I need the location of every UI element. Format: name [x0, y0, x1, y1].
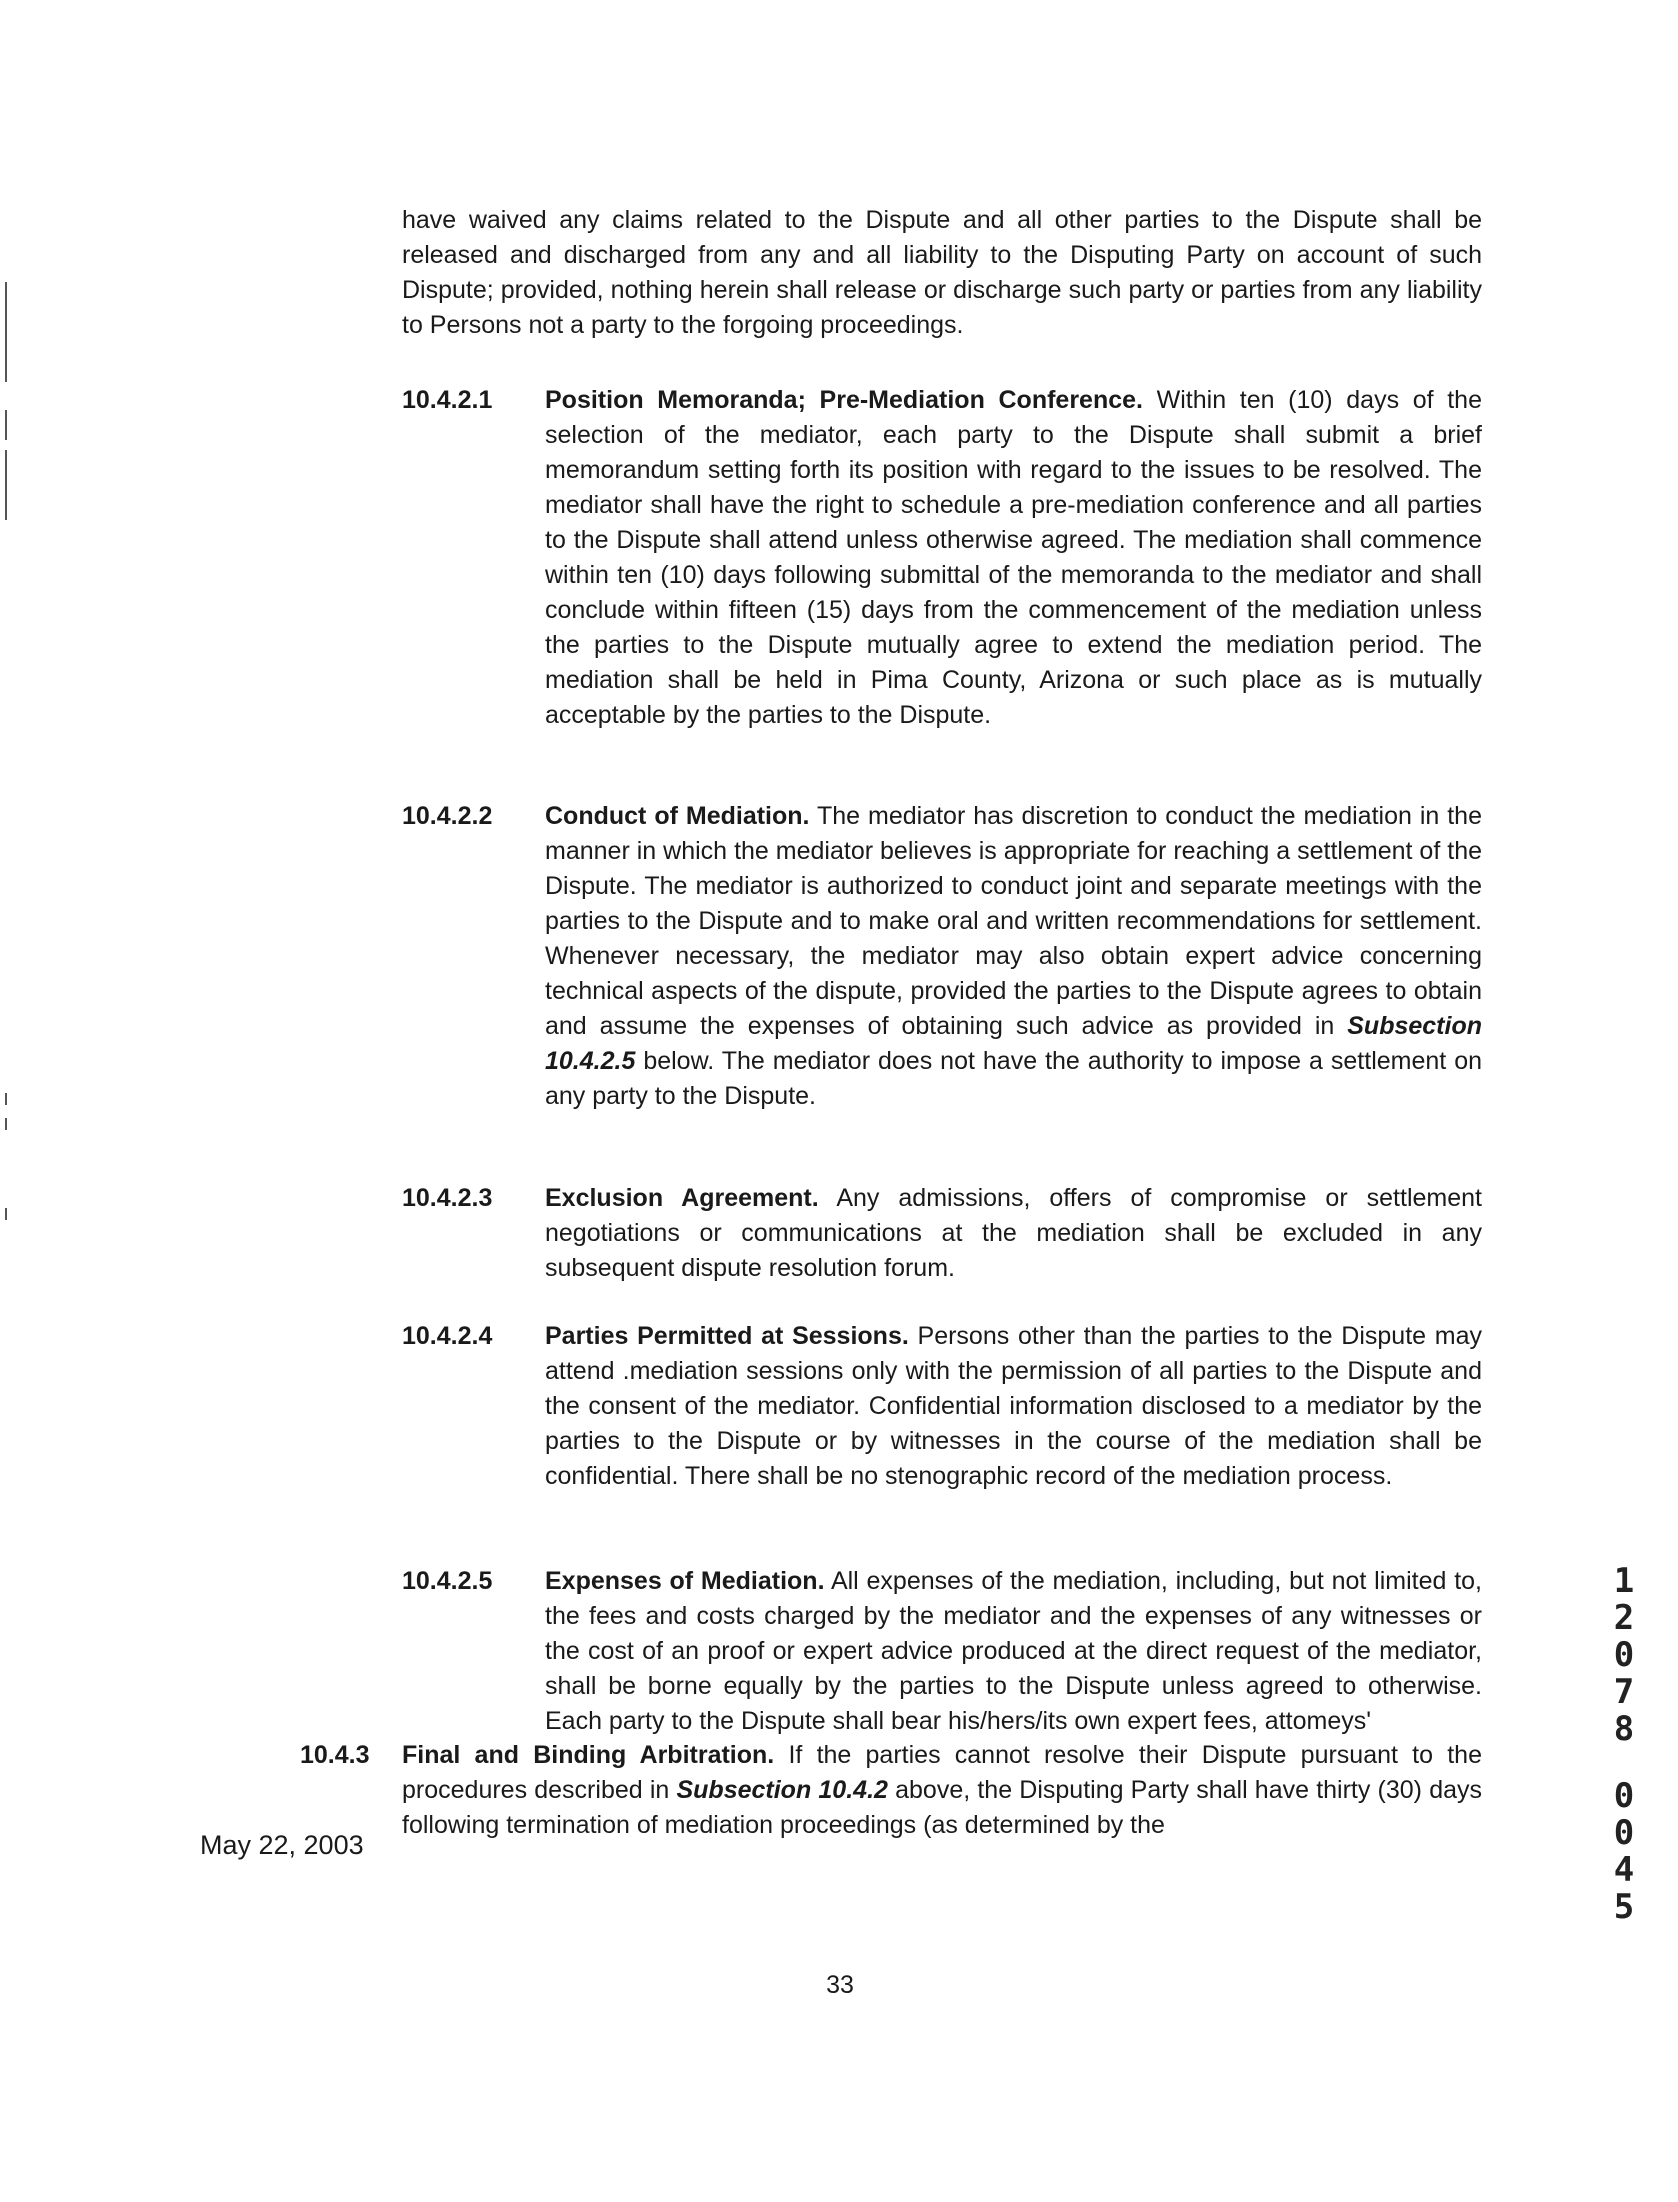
subsection-text: The mediator has discretion to conduct the mediation in the manner in which the mediator believes is appropriate for reaching a settlement of the Dispute. The mediator is authorized to conduct joint and separate meetings with the parties to the Dispute and to make oral and written recommendations for settlement. Whenever necessary, the mediator may also obtain expert advice concerning technical aspects of the dispute, provided the parties to the Dispute agrees to obtain and assume the expenses of obtaining such advice as provided in: [545, 802, 1482, 1040]
subsection-heading: Parties Permitted at Sessions.: [545, 1322, 909, 1350]
change-bar: [5, 410, 7, 440]
subsection-text-after: below. The mediator does not have the authority to impose a settlement on any party to the Dispute.: [545, 1047, 1482, 1110]
stamp-digit: 2: [1613, 1598, 1635, 1638]
subsection-heading: Exclusion Agreement.: [545, 1184, 819, 1212]
stamp-digit: 8: [1613, 1709, 1635, 1749]
stamp-digit: 1: [1613, 1561, 1635, 1601]
footer-date: May 22, 2003: [200, 1830, 364, 1860]
subsection-text: Persons other than the parties to the Dispute may attend .mediation sessions only with the permission of all parties to the Dispute and the consent of the mediator. Confidential information disclosed to a mediator by the parties to the Dispute or by witnesses in the course of the mediation shall be confidential. There shall be no stenographic record of the mediation process.: [545, 1322, 1482, 1490]
change-bar: [5, 450, 7, 520]
subsection-reference: Subsection 10.4.2.5: [545, 1012, 1482, 1075]
change-bar: [5, 1093, 7, 1105]
section-reference: Subsection 10.4.2: [676, 1776, 888, 1804]
subsection-number: 10.4.2.4: [402, 1322, 493, 1350]
section-heading: Final and Binding Arbitration.: [402, 1741, 775, 1769]
change-bar: [5, 1118, 7, 1130]
subsection-text: Any admissions, offers of compromise or settlement negotiations or communications at the mediation shall be excluded in any subsequent dispute resolution forum.: [545, 1184, 1482, 1282]
subsection-number: 10.4.2.1: [402, 386, 493, 414]
stamp-digit: 0: [1613, 1776, 1635, 1816]
bates-stamp: [1604, 1563, 1644, 1926]
subsection-number: 10.4.2.3: [402, 1184, 493, 1212]
subsection-paragraph: [545, 1181, 1482, 1286]
intro-paragraph: have waived any claims related to the Dispute and all other parties to the Dispute shall be released and discharged from any and all liability to the Disputing Party on account of such Dispute; provided, nothing herein shall release or discharge such party or parties from any liability to Persons not a party to the forgoing proceedings.: [402, 206, 1482, 339]
subsection-paragraph: [545, 1564, 1482, 1739]
subsection-paragraph: [545, 1319, 1482, 1494]
section-paragraph: [402, 1738, 1482, 1843]
page-number: 33: [826, 1971, 854, 1999]
subsection-number: 10.4.2.2: [402, 802, 493, 830]
subsection-heading: Expenses of Mediation.: [545, 1567, 825, 1595]
section-text: If the parties cannot resolve their Dispute pursuant to the procedures described in: [402, 1741, 1482, 1804]
stamp-digit: 4: [1613, 1850, 1635, 1890]
subsection-text: All expenses of the mediation, including, but not limited to, the fees and costs charged by the mediator and the expenses of any witnesses or the cost of an proof or expert advice produced at the direct request of the mediator, shall be borne equally by the parties to the Dispute unless agreed to otherwise. Each party to the Dispute shall bear his/hers/its own expert fees, attomeys': [545, 1567, 1482, 1735]
stamp-digit: 0: [1613, 1813, 1635, 1853]
stamp-digit: 7: [1613, 1672, 1635, 1712]
section-text-after: above, the Disputing Party shall have thirty (30) days following termination of mediation proceedings (as determined by the: [402, 1776, 1482, 1839]
subsection-paragraph: [545, 799, 1482, 1114]
subsection-text: Within ten (10) days of the selection of the mediator, each party to the Dispute shall submit a brief memorandum setting forth its position with regard to the issues to be resolved. The mediator shall have the right to schedule a pre-mediation conference and all parties to the Dispute shall attend unless otherwise agreed. The mediation shall commence within ten (10) days following submittal of the memoranda to the mediator and shall conclude within fifteen (15) days from the commencement of the mediation unless the parties to the Dispute mutually agree to extend the mediation period. The mediation shall be held in Pima County, Arizona or such place as is mutually acceptable by the parties to the Dispute.: [545, 386, 1482, 729]
stamp-digit: 0: [1613, 1635, 1635, 1675]
change-bar: [5, 1208, 7, 1220]
section-number: 10.4.3: [300, 1741, 370, 1769]
subsection-heading: Position Memoranda; Pre-Mediation Conference.: [545, 386, 1143, 414]
subsection-heading: Conduct of Mediation.: [545, 802, 810, 830]
subsection-number: 10.4.2.5: [402, 1567, 493, 1595]
change-bar: [5, 282, 7, 382]
stamp-digit: 5: [1613, 1887, 1635, 1927]
subsection-paragraph: [545, 383, 1482, 733]
